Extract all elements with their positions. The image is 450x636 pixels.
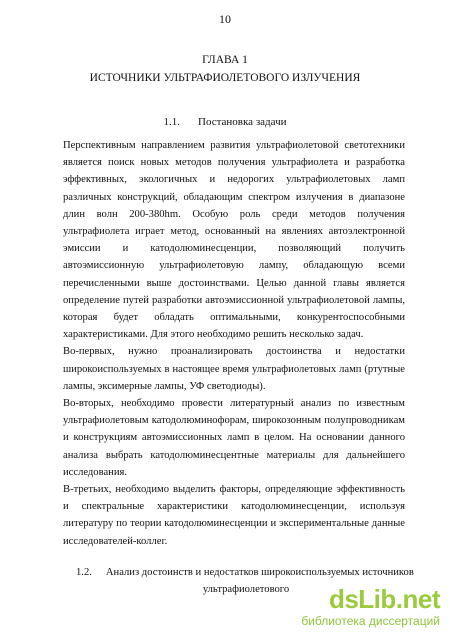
paragraph-third: В-третьих, необходимо выделить факторы, определяющие эффективность и спектральные характеристики катодолюминесценции, используя литературу по теории катодолюминесценции и экспериментальные данные исследователей-коллег.: [63, 484, 405, 547]
dslib-subtitle: библиотека диссертаций: [301, 614, 440, 628]
watermark: [290, 584, 440, 630]
dslib-logo: dsLib.net: [328, 584, 440, 614]
chapter-label: ГЛАВА 1: [202, 54, 248, 66]
paragraph-first: Во-первых, нужно проанализировать достоинства и недостатки широкоиспользуемых в настоящее время ультрафиолетовых ламп (ртутные лампы, эксимерные лампы, УФ светодиоды).: [63, 346, 405, 392]
chapter-title: ИСТОЧНИКИ УЛЬТРАФИОЛЕТОВОГО ИЗЛУЧЕНИЯ: [89, 72, 361, 84]
section-heading: [0, 116, 450, 128]
section-title: Постановка задачи: [198, 116, 287, 128]
section-number: 1.1.: [163, 116, 180, 128]
next-section-title-line1: Анализ достоинств и недостатков широкоиспользуемых источников: [105, 567, 414, 578]
next-section-number: 1.2.: [76, 567, 92, 578]
body-text: [63, 137, 405, 550]
next-section-title-line2: ультрафиолетового: [202, 584, 290, 595]
paragraph-intro: Перспективным направлением развития ультрафиолетовой светотехники является поиск новых методов получения ультрафиолета и разработка эффективных, экологичных и недорогих ультрафиолетовых ламп различных конструкций, обладающим спектром излучения в диапазоне длин волн 200-380hm. Особую роль среди методов получения ультрафиолета играет метод, основанный на явлениях автоэлектронной эмиссии и катодолюминесценции, позволяющий получить автоэмиссионную ультрафиолетовую лампу, обладающую всеми перечисленными выше достоинствами. Целью данной главы является определение путей разработки автоэмиссионной ультрафиолетовой лампы, которая будет обладать оптимальными, конкурентоспособными характеристиками. Для этого необходимо решить несколько задач.: [63, 140, 405, 341]
chapter-heading: [0, 51, 450, 87]
paragraph-second: Во-вторых, необходимо провести литературный анализ по известным ультрафиолетовым катодолюминофорам, широкозонным полупроводникам и конструкциям автоэмиссионных ламп в целом. На основании данного анализа выбрать катодолюминесцентные материалы для дальнейшего исследования.: [63, 398, 405, 478]
page-number: 10: [219, 12, 231, 26]
